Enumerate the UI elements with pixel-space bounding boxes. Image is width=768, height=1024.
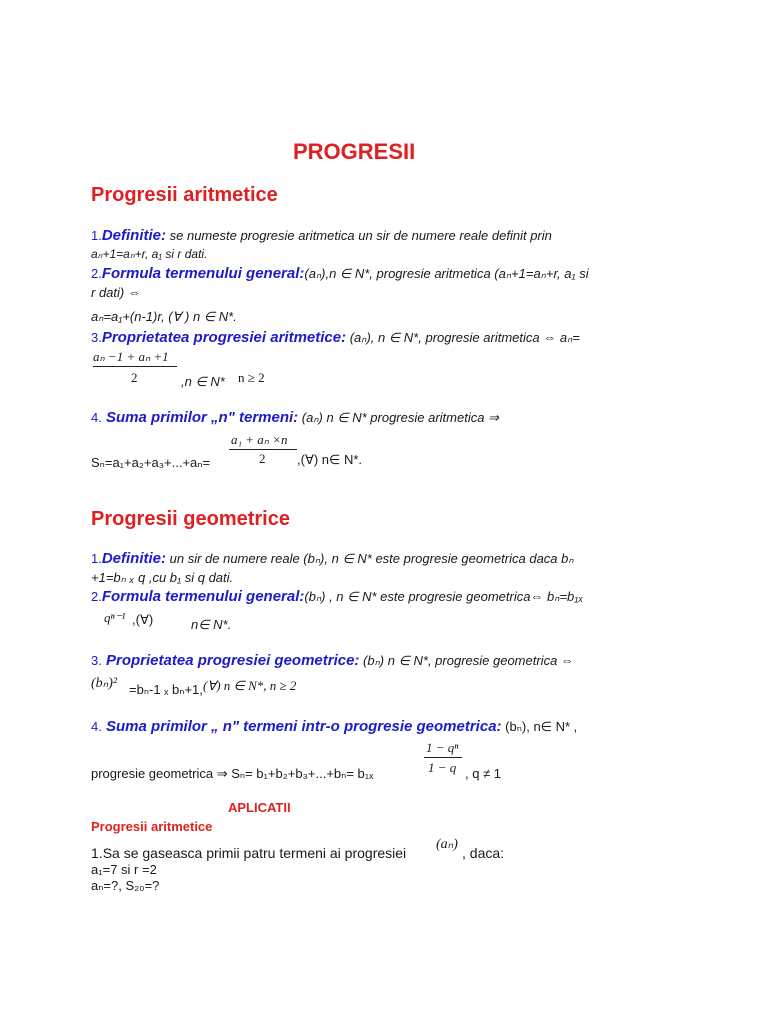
arith-sum-frac-num: a₁ + aₙ ×n <box>231 432 288 447</box>
geom-sum-after: , q ≠ 1 <box>465 766 502 781</box>
arith-gen-label: Formula termenului general: <box>101 265 305 282</box>
geom-heading: Progresii geometrice <box>91 508 290 530</box>
geom-gen-after: ,(∀) <box>132 612 154 627</box>
geom-sum-num: 4. <box>91 719 102 734</box>
arith-prop-line <box>91 329 580 346</box>
arith-heading: Progresii aritmetice <box>91 184 278 206</box>
geom-prop-num: 3. <box>91 653 102 668</box>
arith-def-line <box>91 227 552 244</box>
arith-sum-frac-den: 2 <box>259 451 266 466</box>
geom-sum-frac-bar <box>424 757 462 758</box>
arith-prop-text: (aₙ), n ∈ N*, progresie aritmetica ⇔ aₙ= <box>346 330 580 345</box>
apps-line2: a₁=7 si r =2 <box>91 862 157 877</box>
arith-sum-text: (aₙ) n ∈ N* progresie aritmetica ⇒ <box>298 410 499 425</box>
apps-ex-sym: (aₙ) <box>436 837 458 852</box>
apps-line3: aₙ=?, S₂₀=? <box>91 878 160 893</box>
apps-subheading: Progresii aritmetice <box>91 819 213 834</box>
geom-gen-line <box>91 588 583 605</box>
arith-prop-num: 3. <box>91 330 102 345</box>
arith-prop-frac-den: 2 <box>131 370 138 385</box>
geom-gen-q: qⁿ⁻¹ <box>104 610 126 625</box>
arith-sum-frac-bar <box>229 449 297 450</box>
geom-prop-line <box>91 652 574 669</box>
geom-sum-text: (bₙ), n∈ N* , <box>501 719 578 734</box>
arith-def-num: 1. <box>91 228 102 243</box>
apps-ex-line <box>91 845 406 861</box>
arith-sum-label: Suma primilor „n" termeni: <box>101 409 299 426</box>
arith-gen-line <box>91 265 589 282</box>
arith-sum-after: ,(∀) n∈ N*. <box>297 452 362 467</box>
apps-ex-num: 1. <box>91 845 103 861</box>
arith-def-text: se numeste progresie aritmetica un sir de numere reale definit prin <box>166 228 552 243</box>
arith-def-label: Definitie: <box>101 227 167 244</box>
geom-prop-sq: (bₙ)² <box>91 676 118 691</box>
arith-prop-label: Proprietatea progresiei aritmetice: <box>101 329 347 346</box>
arith-prop-frac-num: aₙ −1 + aₙ +1 <box>93 349 169 364</box>
geom-def-label: Definitie: <box>101 550 167 567</box>
page-title: PROGRESII <box>293 139 416 164</box>
arith-sum-line <box>91 409 499 426</box>
apps-heading: APLICATII <box>228 800 291 815</box>
arith-sum-formula: Sₙ=a₁+a₂+a₃+...+aₙ= <box>91 455 211 470</box>
apps-ex-after: , daca: <box>462 845 505 861</box>
geom-def-num: 1. <box>91 551 102 566</box>
arith-prop-after: ,n ∈ N* <box>181 374 225 389</box>
arith-gen-formula: aₙ=a₁+(n-1)r, (∀ ) n ∈ N*. <box>91 309 237 324</box>
geom-prop-label: Proprietatea progresiei geometrice: <box>101 652 360 669</box>
geom-prop-text: (bₙ) n ∈ N*, progresie geometrica ⇔ <box>359 653 574 668</box>
geom-sum-frac-num: 1 − qⁿ <box>426 740 459 755</box>
geom-def-text: un sir de numere reale (bₙ), n ∈ N* este progresie geometrica daca bₙ <box>166 551 574 566</box>
arith-def-line2: aₙ+1=aₙ+r, a₁ si r dati. <box>91 247 208 261</box>
geom-def-line2: +1=bₙ ₓ q ,cu b₁ si q dati. <box>91 570 234 585</box>
geom-sum-line <box>91 718 577 735</box>
arith-gen-text: (aₙ),n ∈ N*, progresie aritmetica (aₙ+1=aₙ+r, a₁ si <box>304 266 589 281</box>
arith-prop-cond: n ≥ 2 <box>238 370 265 385</box>
geom-gen-num: 2. <box>91 589 102 604</box>
geom-gen-tail: n∈ N*. <box>191 617 232 632</box>
arith-prop-frac-bar <box>93 366 177 367</box>
geom-def-line <box>91 550 574 567</box>
arith-sum-num: 4. <box>91 410 102 425</box>
geom-sum-label: Suma primilor „ n" termeni intr-o progresie geometrica: <box>101 718 502 735</box>
arith-gen-num: 2. <box>91 266 102 281</box>
arith-gen-line2: r dati) ⇔ <box>91 285 141 300</box>
geom-gen-label: Formula termenului general: <box>101 588 305 605</box>
geom-sum-frac-den: 1 − q <box>428 760 457 775</box>
geom-prop-cond: (∀) n ∈ N*, n ≥ 2 <box>203 678 297 693</box>
geom-prop-formula: =bₙ-1 ₓ bₙ+1, <box>129 682 203 697</box>
apps-ex-text: Sa se gaseasca primii patru termeni ai progresiei <box>102 845 407 861</box>
geom-sum-line2: progresie geometrica ⇒ Sₙ= b₁+b₂+b₃+...+bₙ= b₁ₓ <box>91 766 374 781</box>
geom-gen-text: (bₙ) , n ∈ N* este progresie geometrica⇔ bₙ=b₁ₓ <box>304 589 584 604</box>
